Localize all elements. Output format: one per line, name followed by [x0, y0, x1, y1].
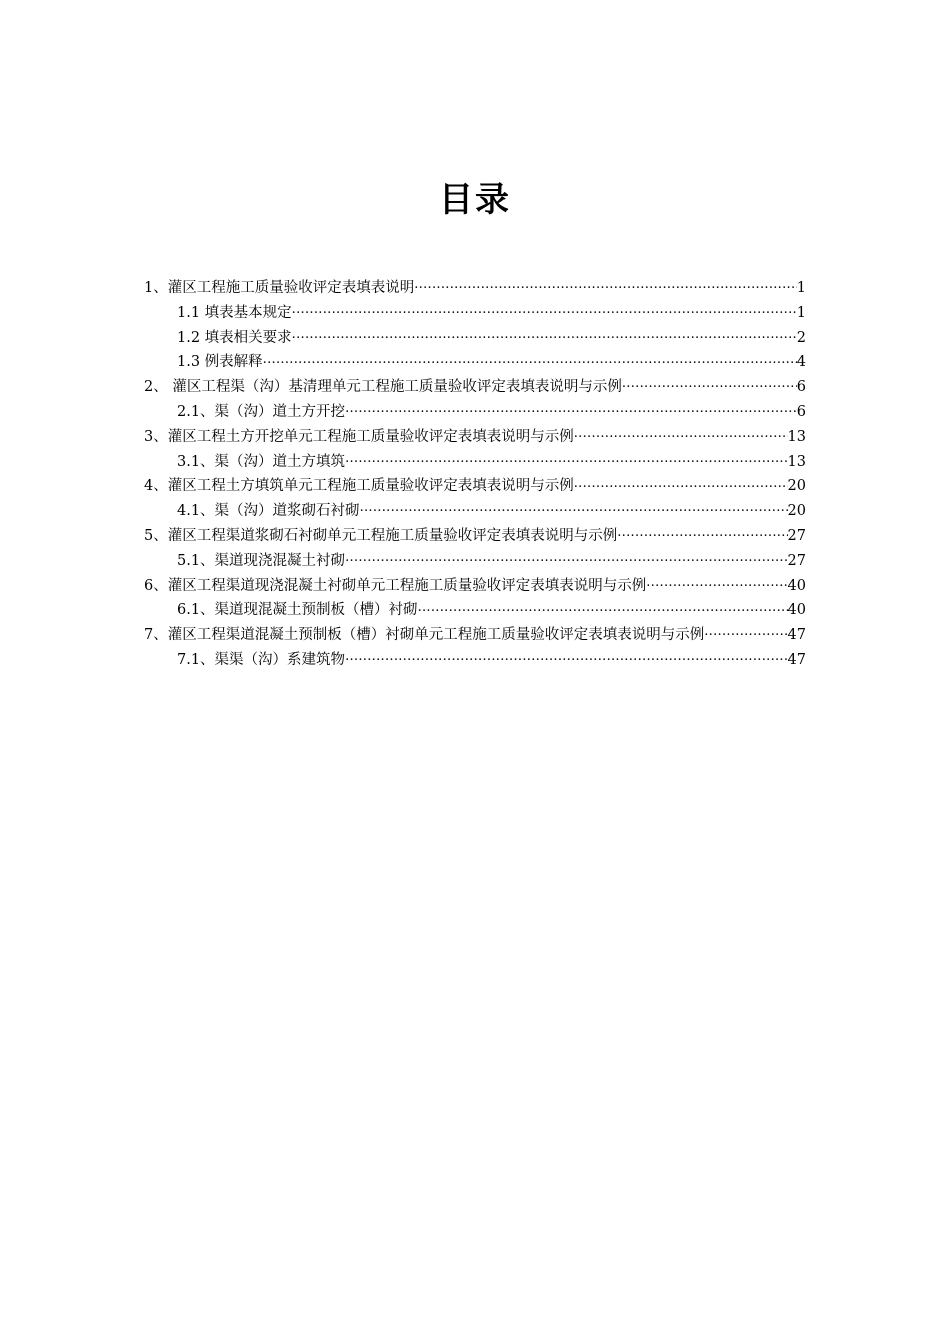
- toc-entry-text: 1、灌区工程施工质量验收评定表填表说明: [144, 280, 415, 296]
- toc-entry[interactable]: [144, 499, 806, 524]
- toc-entry[interactable]: [144, 549, 806, 574]
- toc-page-number: 6: [796, 379, 806, 396]
- toc-entry[interactable]: [144, 474, 806, 499]
- toc-entry[interactable]: [144, 648, 806, 673]
- toc-entry[interactable]: [144, 623, 806, 648]
- toc-dot-leader: [360, 501, 788, 515]
- toc-page-number: 20: [787, 478, 806, 495]
- toc-entry[interactable]: [144, 375, 806, 400]
- toc-page-number: 6: [796, 403, 806, 420]
- toc-dot-leader: [345, 551, 787, 565]
- toc-entry-text: 5、灌区工程渠道浆砌石衬砌单元工程施工质量验收评定表填表说明与示例: [144, 527, 618, 544]
- toc-dot-leader: [622, 377, 797, 391]
- toc-page-number: 1: [796, 280, 806, 296]
- toc-page-number: 1: [796, 304, 806, 321]
- toc-entry[interactable]: [144, 276, 806, 301]
- toc-entry-text: 1.3 例表解释: [177, 354, 263, 371]
- toc-dot-leader: [414, 278, 797, 292]
- toc-title: 目录: [439, 180, 511, 220]
- toc-dot-leader: [263, 352, 797, 366]
- toc-entry[interactable]: [144, 400, 806, 425]
- toc-dot-leader: [646, 576, 787, 590]
- toc-entry[interactable]: [144, 598, 806, 623]
- toc-page-number: 4: [796, 354, 806, 371]
- toc-entry-text: 4.1、渠（沟）道浆砌石衬砌: [177, 503, 360, 520]
- toc-entry-text: 2、 灌区工程渠（沟）基清理单元工程施工质量验收评定表填表说明与示例: [144, 379, 622, 396]
- toc-entry-text: 7、灌区工程渠道混凝土预制板（槽）衬砌单元工程施工质量验收评定表填表说明与示例: [144, 627, 705, 644]
- toc-entry-text: 6.1、渠道现混凝土预制板（槽）衬砌: [177, 602, 418, 619]
- toc-page-number: 40: [787, 602, 806, 619]
- toc-entry[interactable]: [144, 326, 806, 351]
- toc-entry[interactable]: [144, 574, 806, 599]
- toc-entry-text: 7.1、渠渠（沟）系建筑物: [177, 651, 346, 668]
- toc-entry-text: 3、灌区工程土方开挖单元工程施工质量验收评定表填表说明与示例: [144, 428, 574, 445]
- toc-entry[interactable]: [144, 301, 806, 326]
- toc-page-number: 13: [787, 428, 806, 445]
- toc-dot-leader: [574, 476, 788, 490]
- toc-page-number: 27: [787, 527, 806, 544]
- toc-entry-text: 4、灌区工程土方填筑单元工程施工质量验收评定表填表说明与示例: [144, 478, 574, 495]
- toc-entry-text: 6、灌区工程渠道现浇混凝土衬砌单元工程施工质量验收评定表填表说明与示例: [144, 577, 647, 594]
- toc-dot-leader: [574, 427, 788, 441]
- toc-dot-leader: [345, 452, 787, 466]
- toc-dot-leader: [345, 402, 797, 416]
- toc-dot-leader: [617, 526, 787, 540]
- toc-dot-leader: [292, 303, 797, 317]
- toc-entry[interactable]: [144, 350, 806, 375]
- toc-entry[interactable]: [144, 425, 806, 450]
- toc-page-number: 47: [787, 651, 806, 668]
- toc-page-number: 20: [787, 503, 806, 520]
- toc-page-number: 13: [787, 453, 806, 470]
- toc-entry-text: 5.1、渠道现浇混凝土衬砌: [177, 552, 346, 569]
- toc-dot-leader: [704, 625, 787, 639]
- table-of-contents: [144, 276, 806, 673]
- toc-entry-text: 1.2 填表相关要求: [177, 329, 292, 346]
- toc-entry[interactable]: [144, 524, 806, 549]
- toc-entry[interactable]: [144, 450, 806, 475]
- toc-entry-text: 1.1 填表基本规定: [177, 304, 292, 321]
- toc-page-number: 27: [787, 552, 806, 569]
- toc-page-number: 2: [796, 329, 806, 346]
- toc-page-number: 40: [787, 577, 806, 594]
- toc-dot-leader: [345, 650, 787, 664]
- toc-dot-leader: [418, 600, 788, 614]
- toc-entry-text: 3.1、渠（沟）道土方填筑: [177, 453, 346, 470]
- toc-page-number: 47: [787, 627, 806, 644]
- toc-entry-text: 2.1、渠（沟）道土方开挖: [177, 403, 346, 420]
- toc-dot-leader: [292, 328, 797, 342]
